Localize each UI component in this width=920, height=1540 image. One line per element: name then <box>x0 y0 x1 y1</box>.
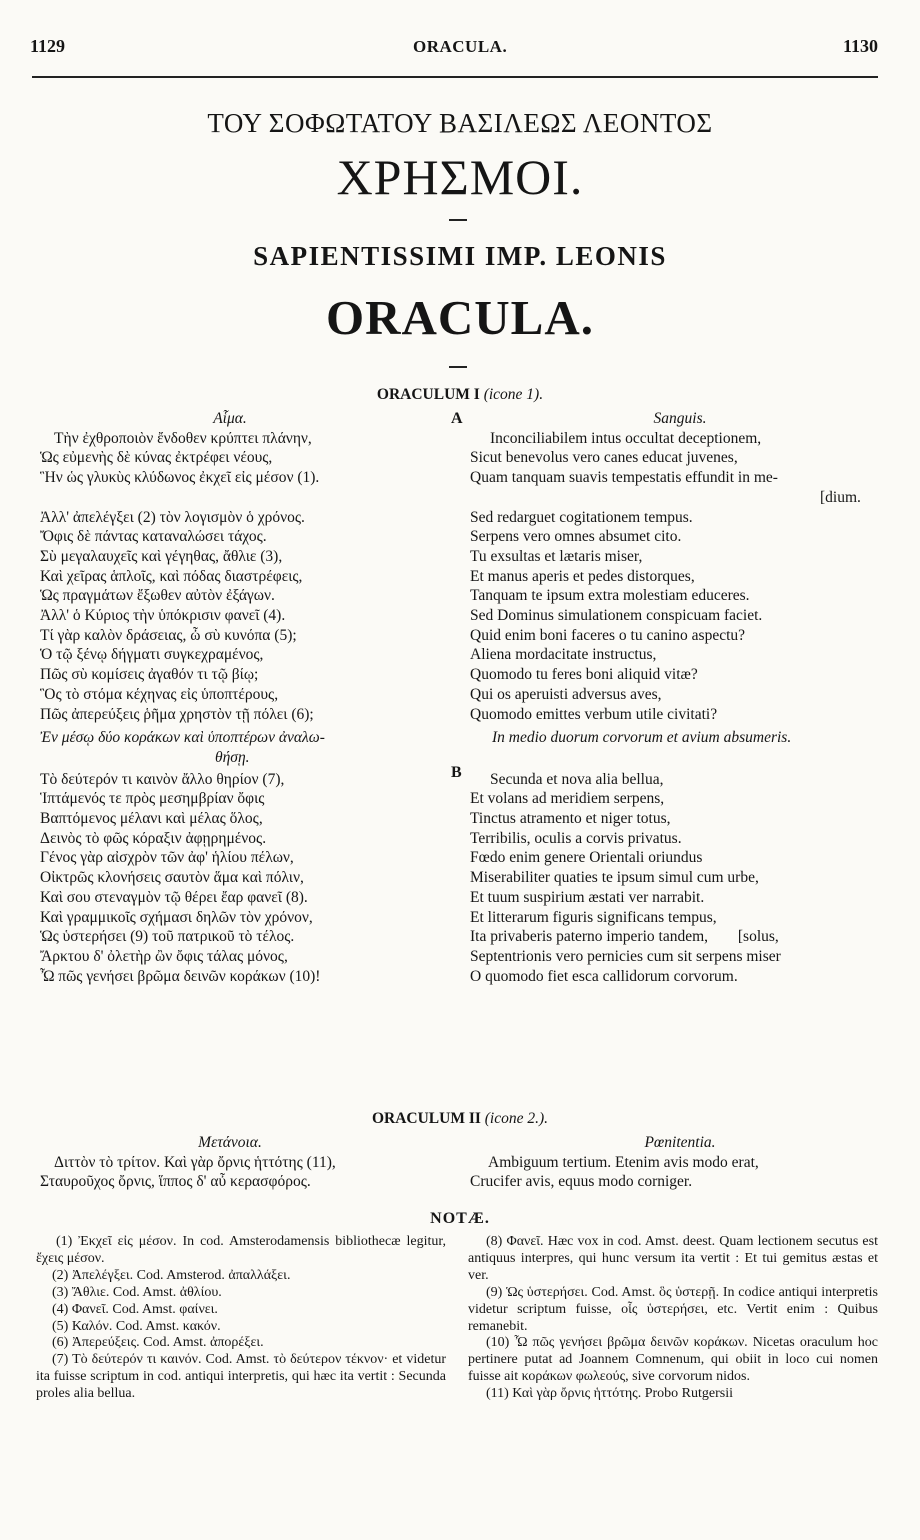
greek-title: ΧΡΗΣΜΟΙ. <box>336 149 584 205</box>
verse-line: Et volans ad meridiem serpens, <box>470 790 665 808</box>
verse-line: Tu exsultas et lætaris miser, <box>470 547 643 565</box>
verse-line <box>470 927 890 947</box>
verse-line: Σταυροῦχος ὄρνις, ἵππος δ' αὖ κερασφόρος. <box>40 1173 311 1191</box>
oracle-1-greek-title: Αἷμα. <box>213 410 247 427</box>
oracle-2-greek-title: Μετάνοια. <box>198 1134 262 1151</box>
footnote: (7) Τὸ δεύτερόν τι καινόν. Cod. Amst. τὸ δεύτερον τέκνον· et videtur ita fuisse scriptum in cod. antiqui interpretis, qui hæc ita vertit : Secunda proles alia bellua. <box>36 1352 446 1402</box>
verse-line: Ὃς τὸ στόμα κέχηνας εἰς ὑποπτέρους, <box>40 685 279 703</box>
verse-line: Ὡς ὑστερήσει (9) τοῦ πατρικοῦ τὸ τέλος. <box>40 928 295 946</box>
verse-line: Διττὸν τὸ τρίτον. Καὶ γὰρ ὄρνις ἡττότης (11), <box>54 1153 336 1171</box>
verse-line: Καὶ χεῖρας ἁπλοῖς, καὶ πόδας διαστρέφεις, <box>40 567 303 585</box>
verse-line: Ἀλλ' ὁ Κύριος τὴν ὑπόκρισιν φανεῖ (4). <box>40 607 286 625</box>
oracle-2-latin-column <box>470 1133 890 1192</box>
footnote: (9) Ὡς ὑστερήσει. Cod. Amst. ὃς ὑστερῇ. In codice antiqui interpretis videtur scriptum fuisse, οἷς ὑστερήσει, etc. Vertit enim : Quibus remanebit. <box>468 1284 878 1334</box>
footnote: (10) Ὦ πῶς γενήσει βρῶμα δεινῶν κοράκων. Nicetas oraculum hoc pertinere putat ad Joannem Comnenum, qui obiit in loco cui nomen fuisse ait κοράκων φωλεούς, sive corvorum nidos. <box>468 1335 878 1385</box>
title-divider-2 <box>449 366 467 368</box>
oracle-2-heading-label: ORACULUM II <box>371 1110 481 1127</box>
verse-line: Et tuum suspirium æstati ver narrabit. <box>470 888 705 906</box>
verse-line: Πῶς σὺ κομίσεις ἀγαθόν τι τῷ βίῳ; <box>40 666 259 684</box>
oracle-1-greek-subheading-cont: θήσῃ. <box>215 748 250 766</box>
verse-line: Fœdo enim genere Orientali oriundus <box>470 849 703 867</box>
verse-line: Quomodo emittes verbum utile civitati? <box>470 705 718 723</box>
left-page-number: 1129 <box>30 36 66 56</box>
notes-left-column <box>36 1234 446 1403</box>
verse-line: Ἱπτάμενός τε πρὸς μεσημβρίαν ὄφις <box>40 790 265 808</box>
verse-line: Τί γὰρ καλὸν δράσειας, ὦ σὺ κυνόπα (5); <box>40 626 297 644</box>
oracle-1-heading-note: (icone 1). <box>483 386 544 403</box>
verse-line: Καὶ γραμμικοῖς σχήμασι δηλῶν τὸν χρόνον, <box>40 908 313 926</box>
verse-line: Ὡς πραγμάτων ἔξωθεν αὐτὸν ἐξάγων. <box>40 587 275 605</box>
verse-line: Ambiguum tertium. Etenim avis modo erat, <box>488 1153 759 1171</box>
verse-line: Τὴν ἐχθροποιὸν ἔνδοθεν κρύπτει πλάνην, <box>54 429 312 447</box>
verse-line: Ἄρκτου δ' ὀλετὴρ ὢν ὄφις τάλας μόνος, <box>40 947 288 965</box>
verse-line: [dium. <box>820 488 861 506</box>
verse-line: Καὶ σου στεναγμὸν τῷ θέρει ἔαρ φανεῖ (8). <box>40 888 308 906</box>
verse-line: Sed redarguet cogitationem tempus. <box>470 508 693 526</box>
verse-line: Serpens vero omnes absumet cito. <box>470 528 682 546</box>
oracle-1-latin-title: Sanguis. <box>653 410 707 427</box>
footnote: (1) Ἐκχεῖ εἰς μέσον. In cod. Amsterodamensis bibliothecæ legitur, ἔχεις μέσον. <box>36 1234 446 1266</box>
footnote: (2) Ἀπελέγξει. Cod. Amsterod. ἀπαλλάξει. <box>52 1267 291 1283</box>
verse-line: Γένος γὰρ αἰσχρὸν τῶν ἀφ' ἡλίου πέλων, <box>40 849 294 867</box>
verse-line: Miserabiliter quaties te ipsum simul cum urbe, <box>470 869 759 887</box>
oracle-2-greek-column <box>40 1133 440 1192</box>
margin-marker-a: A <box>451 410 463 427</box>
margin-marker-b: B <box>451 764 462 781</box>
footnote: (5) Καλόν. Cod. Amst. κακόν. <box>52 1318 221 1334</box>
oracle-2-heading-note: (icone 2.). <box>484 1110 549 1127</box>
footnote: (6) Ἀπερεύξεις. Cod. Amst. ἀπορέξει. <box>52 1335 264 1351</box>
verse-text: Ita privaberis paterno imperio tandem, <box>470 928 709 946</box>
notes-title: NOTÆ. <box>430 1210 490 1227</box>
verse-line: Quid enim boni faceres o tu canino aspectu? <box>470 626 746 644</box>
oracle-1-greek-subheading: Ἐν μέσῳ δύο κοράκων καὶ ὑποπτέρων ἀναλω- <box>40 729 325 747</box>
running-head-title: ORACULA. <box>413 37 508 56</box>
verse-line: Tinctus atramento et niger totus, <box>470 810 671 828</box>
footnote: (8) Φανεῖ. Hæc vox in cod. Amst. deest. Quam lectionem secutus est antiquus interpres, qui hunc versum ita vertit : Et tui gemitus æstas et ver. <box>468 1234 878 1283</box>
verse-line: Ἣν ὡς γλυκὺς κλύδωνος ἐκχεῖ εἰς μέσον (1). <box>40 469 320 487</box>
verse-line: Sed Dominus simulationem conspicuam faciet. <box>470 607 763 625</box>
latin-subtitle: SAPIENTISSIMI IMP. LEONIS <box>253 241 667 271</box>
oracle-1-heading <box>0 386 920 404</box>
verse-line: Terribilis, oculis a corvis privatus. <box>470 829 682 847</box>
verse-line: Inconciliabilem intus occultat deceptionem, <box>490 429 762 447</box>
verse-line: Et manus aperis et pedes distorques, <box>470 567 695 585</box>
verse-line: Septentrionis vero pernicies cum sit serpens miser <box>470 947 781 965</box>
verse-line: Ὁ τῷ ξένῳ δήγματι συγκεχραμένος, <box>40 646 264 664</box>
verse-line: Βαπτόμενος μέλανι καὶ μέλας ὅλος, <box>40 810 263 828</box>
latin-title: ORACULA. <box>326 290 594 345</box>
verse-line: Οἰκτρῶς κλονήσεις σαυτὸν ἅμα καὶ πόλιν, <box>40 869 304 887</box>
verse-line: Sicut benevolus vero canes educat juvenes, <box>470 449 738 467</box>
verse-line: Aliena mordacitate instructus, <box>470 646 657 664</box>
verse-line: Quomodo tu feres boni aliquid vitæ? <box>470 666 698 684</box>
footnote: (4) Φανεῖ. Cod. Amst. φαίνει. <box>52 1301 218 1317</box>
oracle-1-greek-column <box>40 409 440 986</box>
verse-line: Et litterarum figuris significans tempus, <box>470 908 717 926</box>
oracle-2-heading <box>0 1110 920 1128</box>
title-divider <box>449 219 467 221</box>
verse-line: Ἀλλ' ἀπελέγξει (2) τὸν λογισμὸν ὁ χρόνος. <box>40 508 305 526</box>
verse-line: O quomodo fiet esca callidorum corvorum. <box>470 967 738 985</box>
notes-right-column <box>468 1234 878 1403</box>
verse-line: Δεινὸς τὸ φῶς κόραξιν ἀφῃρημένος. <box>40 829 267 847</box>
oracle-1-latin-subheading: In medio duorum corvorum et avium absumeris. <box>492 729 792 747</box>
right-page-number: 1130 <box>843 36 879 56</box>
footnote: (3) Ἄθλιε. Cod. Amst. ἀθλίου. <box>52 1284 222 1300</box>
verse-line: Τὸ δεύτερόν τι καινὸν ἄλλο θηρίον (7), <box>40 770 285 788</box>
verse-line: Ὦ πῶς γενήσει βρῶμα δεινῶν κοράκων (10)! <box>40 967 321 985</box>
verse-line: Crucifer avis, equus modo corniger. <box>470 1173 693 1191</box>
greek-subtitle: ΤΟΥ ΣΟΦΩΤΑΤΟΥ ΒΑΣΙΛΕΩΣ ΛΕΟΝΤΟΣ <box>207 108 713 138</box>
verse-line: Qui os aperuisti adversus aves, <box>470 685 662 703</box>
verse-line: Quam tanquam suavis tempestatis effundit in me- <box>470 469 778 487</box>
verse-line: Secunda et nova alia bellua, <box>490 770 664 788</box>
verse-line: Ὡς εὐμενὴς δὲ κύνας ἐκτρέφει νέους, <box>40 449 273 467</box>
verse-line: Σὺ μεγαλαυχεῖς καὶ γέγηθας, ἄθλιε (3), <box>40 547 283 565</box>
footnote: (11) Καὶ γὰρ ὄρνις ἡττότης. Probo Rutgersii <box>486 1386 733 1402</box>
verse-line: Tanquam te ipsum extra molestiam educeres. <box>470 587 750 605</box>
oracle-2-latin-title: Pœnitentia. <box>644 1134 716 1151</box>
oracle-1-latin-column <box>470 409 890 986</box>
verse-line: Ὄφις δὲ πάντας καταναλώσει τάχος. <box>40 528 267 546</box>
oracle-1-heading-label: ORACULUM I <box>376 386 480 403</box>
verse-line: Πῶς ἀπερεύξεις ῥῆμα χρηστὸν τῇ πόλει (6); <box>40 705 314 723</box>
header-rule <box>32 76 878 78</box>
verse-overflow-solus: [solus, <box>737 928 779 946</box>
